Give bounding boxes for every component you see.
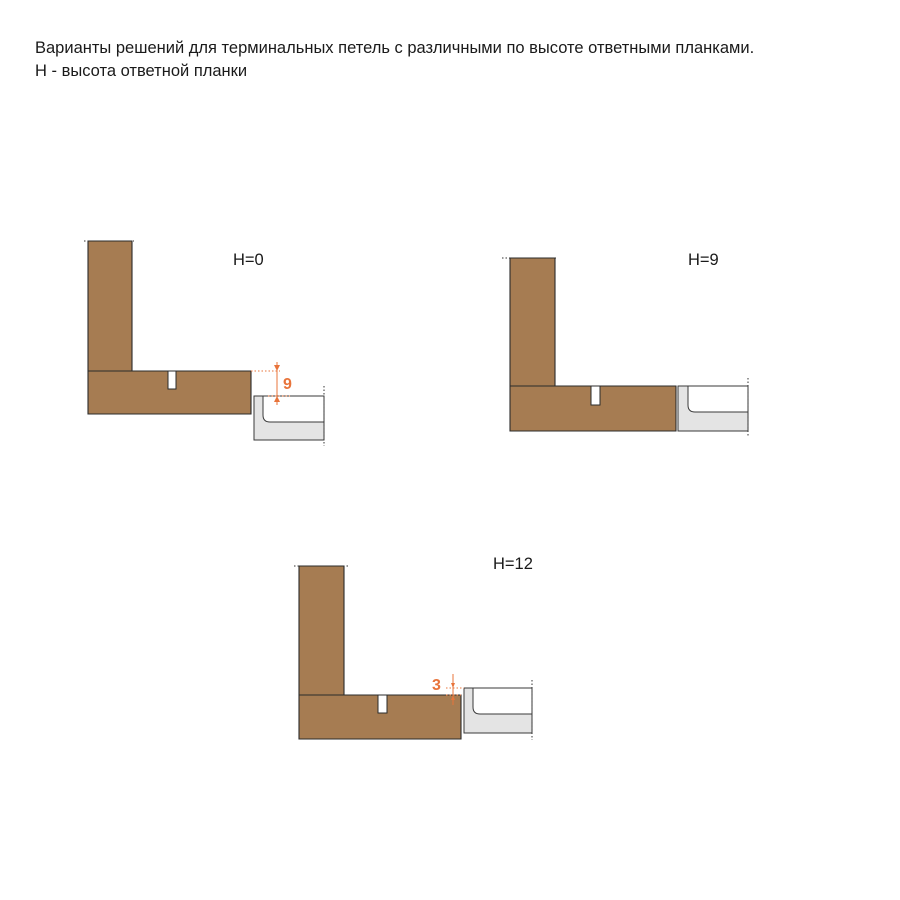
variant-label: H=12: [493, 555, 533, 573]
variant-label: H=9: [688, 251, 719, 269]
variant-h12: [294, 555, 533, 740]
header-subtitle: H - высота ответной планки: [35, 62, 248, 80]
variant-h9: [502, 251, 748, 437]
dimension-arrow-top: [274, 365, 280, 371]
hinge-slot: [591, 386, 600, 405]
variant-label: H=0: [233, 251, 264, 269]
hinge-slot: [378, 695, 387, 713]
mounting-plate-inner: [688, 386, 748, 412]
dimension-value: 3: [432, 677, 441, 694]
mounting-plate-inner: [473, 688, 532, 714]
variant-h0: [84, 241, 324, 446]
header-title: Варианты решений для терминальных петель с различными по высоте ответными планками.: [35, 39, 755, 57]
mounting-plate-inner: [263, 396, 324, 422]
dimension-arrow-top: [451, 683, 455, 688]
hinge-slot: [168, 371, 176, 389]
dimension-value: 9: [283, 376, 292, 393]
